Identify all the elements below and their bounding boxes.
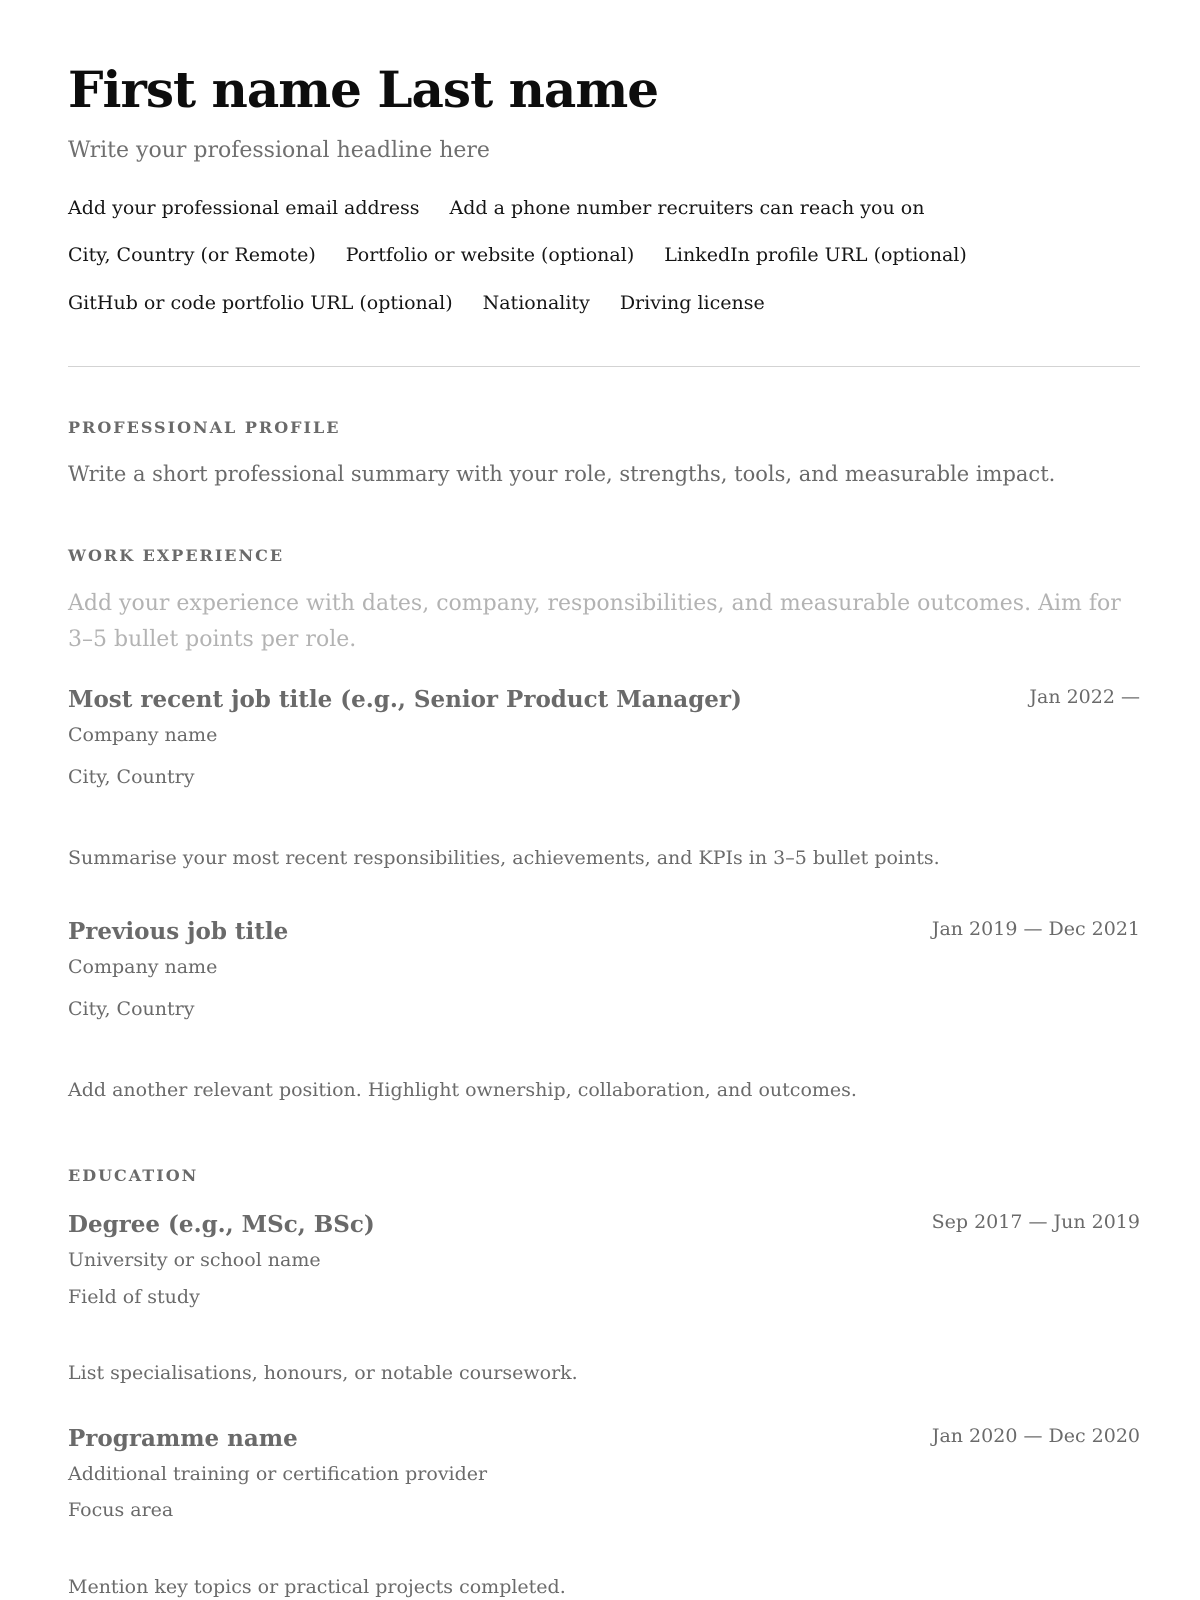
profile-summary[interactable]: Write a short professional summary with your role, strengths, tools, and measurable impact. xyxy=(68,462,1056,486)
email-field[interactable]: Add your professional email address xyxy=(68,197,420,219)
education-description[interactable]: List specialisations, honours, or notable coursework. xyxy=(68,1362,578,1384)
section-heading-experience: WORK EXPERIENCE xyxy=(68,546,285,565)
linkedin-field[interactable]: LinkedIn profile URL (optional) xyxy=(664,244,967,266)
education-date[interactable]: Sep 2017 — Jun 2019 xyxy=(931,1211,1140,1233)
section-heading-education: EDUCATION xyxy=(68,1166,199,1185)
programme-description[interactable]: Mention key topics or practical projects completed. xyxy=(68,1576,566,1598)
job-description[interactable]: Add another relevant position. Highlight ownership, collaboration, and outcomes. xyxy=(68,1079,857,1101)
job-title[interactable]: Previous job title xyxy=(68,918,289,945)
job-title[interactable]: Most recent job title (e.g., Senior Product Manager) xyxy=(68,686,742,713)
job-date[interactable]: Jan 2022 — xyxy=(1029,686,1140,708)
company-name[interactable]: Company name xyxy=(68,724,218,746)
contact-row-2 xyxy=(68,244,967,266)
job-description[interactable]: Summarise your most recent responsibilities, achievements, and KPIs in 3–5 bullet points. xyxy=(68,847,940,869)
job-location[interactable]: City, Country xyxy=(68,998,195,1020)
contact-row-3 xyxy=(68,292,765,314)
section-heading-profile: PROFESSIONAL PROFILE xyxy=(68,418,341,437)
job-date[interactable]: Jan 2019 — Dec 2021 xyxy=(931,918,1140,940)
portfolio-field[interactable]: Portfolio or website (optional) xyxy=(345,244,635,266)
professional-headline[interactable]: Write your professional headline here xyxy=(68,138,490,163)
job-location[interactable]: City, Country xyxy=(68,766,195,788)
degree-title[interactable]: Degree (e.g., MSc, BSc) xyxy=(68,1211,375,1238)
institution-name[interactable]: University or school name xyxy=(68,1249,321,1271)
nationality-field[interactable]: Nationality xyxy=(482,292,590,314)
full-name[interactable]: First name Last name xyxy=(68,60,659,119)
contact-row-1 xyxy=(68,197,924,219)
location-field[interactable]: City, Country (or Remote) xyxy=(68,244,316,266)
driving-license-field[interactable]: Driving license xyxy=(619,292,765,314)
phone-field[interactable]: Add a phone number recruiters can reach you on xyxy=(449,197,925,219)
experience-hint[interactable]: Add your experience with dates, company, responsibilities, and measurable outcomes. Aim for 3–5 bullet points per role. xyxy=(68,591,1121,652)
programme-date[interactable]: Jan 2020 — Dec 2020 xyxy=(931,1425,1140,1447)
company-name[interactable]: Company name xyxy=(68,956,218,978)
field-of-study[interactable]: Field of study xyxy=(68,1286,200,1308)
provider-name[interactable]: Additional training or certification provider xyxy=(68,1463,488,1485)
header-divider xyxy=(68,366,1140,367)
github-field[interactable]: GitHub or code portfolio URL (optional) xyxy=(68,292,453,314)
resume-page xyxy=(68,0,1140,1600)
programme-title[interactable]: Programme name xyxy=(68,1425,298,1452)
focus-area[interactable]: Focus area xyxy=(68,1499,174,1521)
